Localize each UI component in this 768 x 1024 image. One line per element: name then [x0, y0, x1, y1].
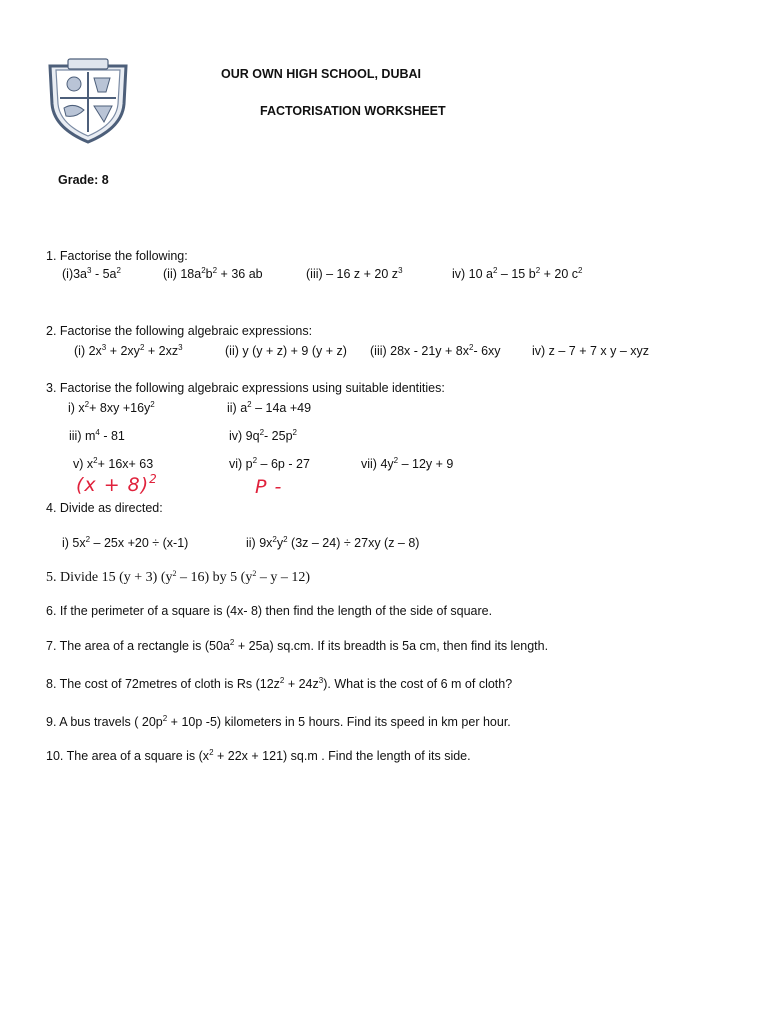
q3-heading: 3. Factorise the following algebraic expressions using suitable identities: [46, 381, 445, 395]
q1-i: $(i)3a^3 - 5a^2$ [62, 266, 121, 281]
q2-iii: (iii) $28x - 21y + 8x^2-$ 6xy [370, 343, 501, 358]
q2-heading: 2. Factorise the following algebraic expressions: [46, 324, 313, 338]
q2-i: (i) $2x^3 + 2xy^2 + 2xz^3$ [74, 343, 183, 358]
q4-i: i) $5x^2 - 25x +20 \div (x-1)$ [62, 535, 189, 550]
handwritten-answer-v: $(x + 8)^2$ [76, 472, 158, 496]
q4-heading: 4. Divide as directed: [46, 501, 163, 515]
worksheet-title: FACTORISATION WORKSHEET [260, 104, 446, 118]
q6-text: 6. If the perimeter of a square is (4x- 8) then find the length of the side of square. [46, 604, 493, 618]
q5-text: 5. Divide 15 (y + 3) $(y^2 - 16)$ by 5 ($y^2$ – y – 12) [46, 569, 310, 585]
q3-v: v) $x^2+ 16x+ 63$ [73, 456, 154, 471]
q3-i: i) $x^2+ 8xy +16y^2$ [68, 400, 155, 415]
q10-text: 10. The area of a square is $(x^2 + 22x + 121)$ sq.m . Find the length of its side. [46, 748, 471, 763]
school-name: OUR OWN HIGH SCHOOL, DUBAI [221, 67, 421, 81]
q9-text: 9. A bus travels ( $20p^2 + 10p$ -5) kilometers in 5 hours. Find its speed in km per hour. [46, 714, 511, 729]
q1-ii: (ii) $18a^2b^2 + 36$ ab [163, 266, 263, 281]
q7-text: 7. The area of a rectangle is $(50a^2 + 25a)$ sq.cm. If its breadth is 5a cm, then find its length. [46, 638, 549, 653]
handwritten-answer-vi: P - [255, 476, 283, 498]
q3-ii: ii) $a^2 - 14a +49$ [227, 400, 312, 415]
q4-ii: ii) $9x^2y^2$ (3z – 24) ÷ 27xy (z – 8) [246, 535, 420, 550]
q3-vii: vii) $4y^2 - 12y + 9$ [361, 456, 454, 471]
q8-text: 8. The cost of 72metres of cloth is Rs $(12z^2 + 24z^3)$. What is the cost of 6 m of cloth? [46, 676, 513, 691]
q3-vi: vi) $p^2 - 6p - 27$ [229, 456, 310, 471]
q3-iv: iv) $9q^2-$ $25p^2$ [229, 428, 297, 443]
q3-iii: iii) $m^4 - 81$ [69, 428, 125, 443]
q1-heading: 1. Factorise the following: [46, 249, 188, 263]
q2-ii: (ii) y (y + z) + 9 (y + z) [225, 344, 347, 358]
school-crest-icon [44, 56, 132, 144]
q1-iii: (iii) – 16 z + 20 $z^3$ [306, 266, 403, 281]
q2-iv: iv) z – 7 + 7 x y – xyz [532, 344, 650, 358]
grade-label: Grade: 8 [58, 173, 109, 187]
q1-iv: iv) 10 $a^2 - 15$ $b^2 + 20$ $c^2$ [452, 266, 583, 281]
